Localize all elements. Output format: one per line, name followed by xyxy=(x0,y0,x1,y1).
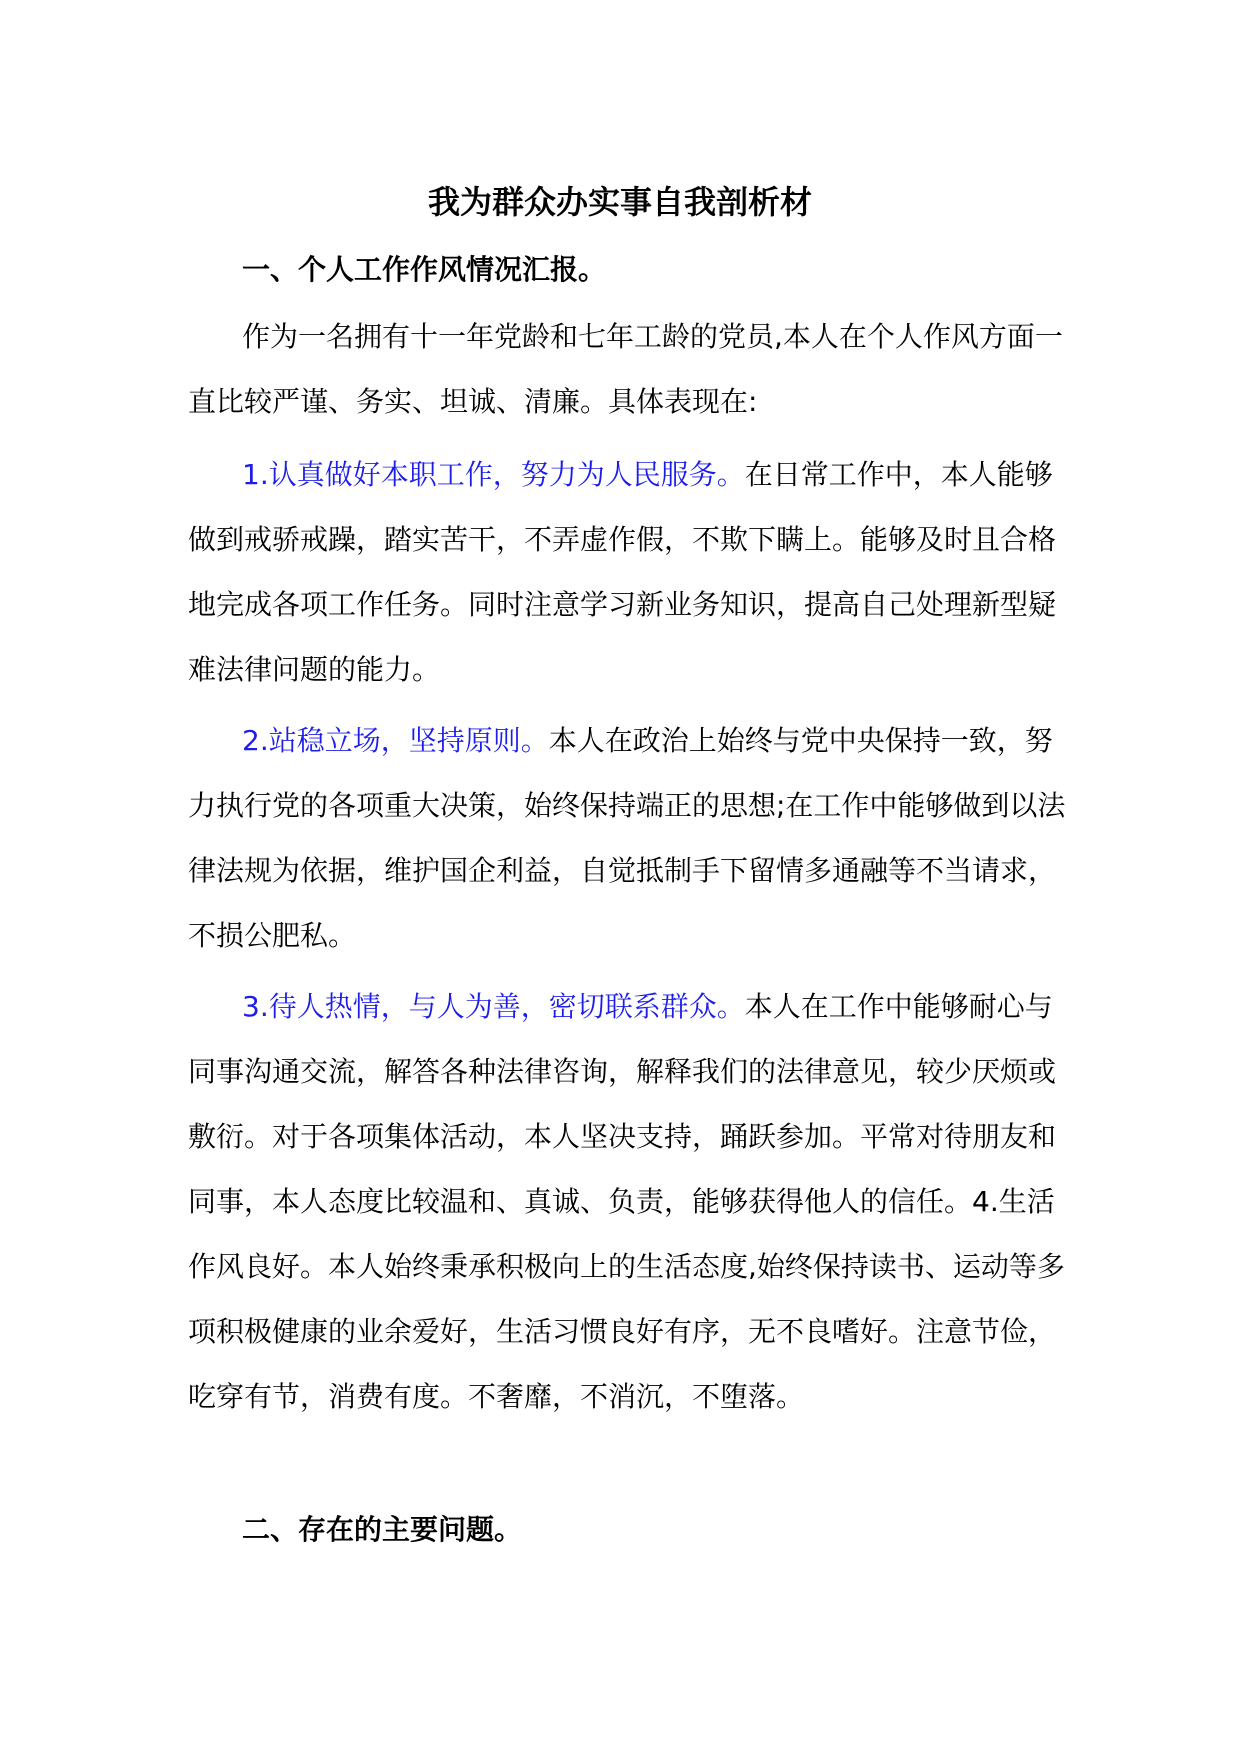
item-body-2: 本人在政治上始终与党中央保持一致，努力执行党的各项重大决策，始终保持端正的思想;在工作中能够做到以法律法规为依据，维护国企利益，自觉抵制手下留情多通融等不当请求，不损公肥私。 xyxy=(188,724,1066,952)
section-heading-2: 二、存在的主要问题。 xyxy=(242,1513,523,1546)
item-lead-3: 3.待人热情，与人为善，密切联系群众。 xyxy=(242,990,745,1023)
item-lead-1: 1.认真做好本职工作，努力为人民服务。 xyxy=(242,458,745,491)
item-body-1: 在日常工作中，本人能够做到戒骄戒躁，踏实苦干，不弄虚作假，不欺下瞒上。能够及时且合格地完成各项工作任务。同时注意学习新业务知识，提高自己处理新型疑难法律问题的能力。 xyxy=(188,458,1057,686)
item-paragraph-3 xyxy=(188,974,1068,1429)
section-heading-1: 一、个人工作作风情况汇报。 xyxy=(242,253,607,286)
document-title: 我为群众办实事自我剖析材 xyxy=(427,183,812,221)
item-paragraph-2 xyxy=(188,708,1068,968)
item-body-3: 本人在工作中能够耐心与同事沟通交流，解答各种法律咨询，解释我们的法律意见，较少厌烦或敷衍。对于各项集体活动，本人坚决支持，踊跃参加。平常对待朋友和同事，本人态度比较温和、真诚、负责，能够获得他人的信任。4.生活作风良好。本人始终秉承积极向上的生活态度,始终保持读书、运动等多项积极健康的业余爱好，生活习惯良好有序，无不良嗜好。注意节俭，吃穿有节，消费有度。不奢靡，不消沉，不堕落。 xyxy=(188,990,1065,1413)
item-lead-2: 2.站稳立场，坚持原则。 xyxy=(242,724,549,757)
intro-paragraph: 作为一名拥有十一年党龄和七年工龄的党员,本人在个人作风方面一直比较严谨、务实、坦诚、清廉。具体表现在: xyxy=(188,320,1063,418)
item-paragraph-1 xyxy=(188,442,1068,702)
